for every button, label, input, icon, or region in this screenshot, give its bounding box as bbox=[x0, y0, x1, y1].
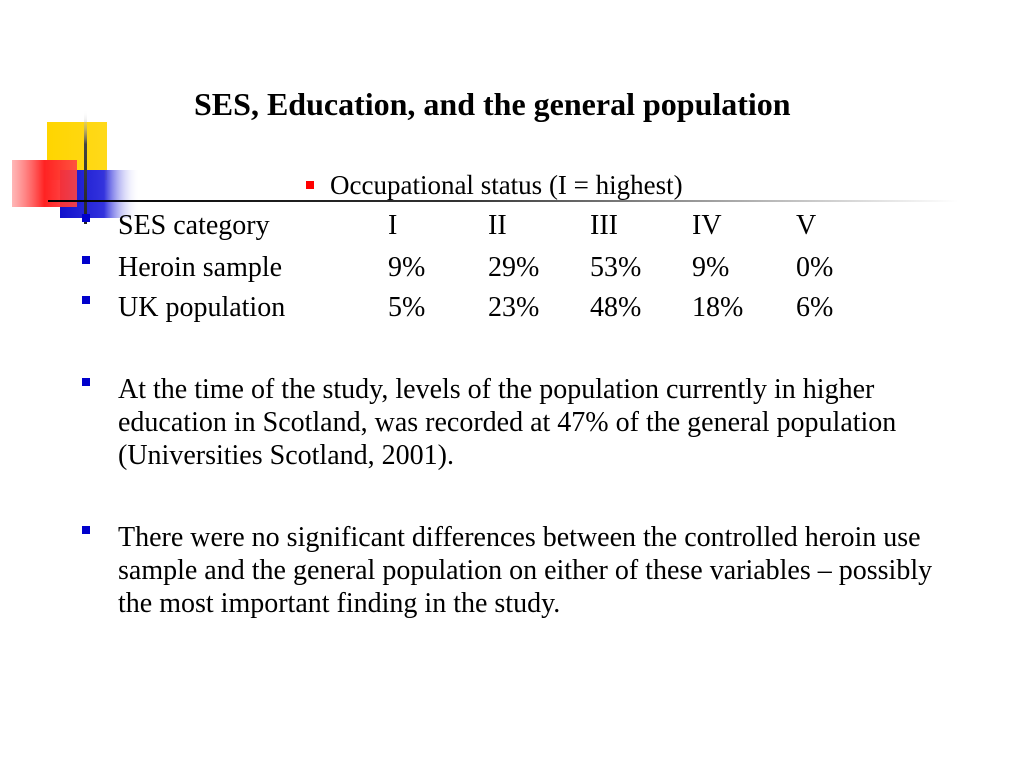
table-cell: 6% bbox=[796, 292, 834, 323]
table-cell: IV bbox=[692, 210, 722, 241]
paragraph-higher-education: At the time of the study, levels of the population currently in higher education in Scotland, was recorded at 47% of the general population (Universities Scotland, 2001). bbox=[118, 374, 897, 471]
paragraph-significance: There were no significant differences between the controlled heroin use sample and the general population on either of these variables – possibly the most important finding in the study. bbox=[118, 522, 933, 619]
row-label: UK population bbox=[118, 292, 286, 323]
table-cell: II bbox=[488, 210, 507, 241]
table-cell: 0% bbox=[796, 252, 834, 283]
deco-vertical-line bbox=[84, 110, 87, 224]
table-cell: 53% bbox=[590, 252, 642, 283]
red-bullet-icon bbox=[306, 181, 314, 189]
slide-title: SES, Education, and the general population bbox=[194, 86, 791, 122]
bullet-icon bbox=[82, 209, 92, 227]
table-cell: 29% bbox=[488, 252, 540, 283]
table-cell: I bbox=[388, 210, 398, 241]
table-cell: V bbox=[796, 210, 817, 241]
table-cell: 23% bbox=[488, 292, 540, 323]
bullet-icon bbox=[82, 373, 92, 391]
bullet-icon bbox=[82, 251, 92, 269]
table-cell: 9% bbox=[388, 252, 426, 283]
table-cell: III bbox=[590, 210, 618, 241]
sub-bullet-text: Occupational status (I = highest) bbox=[330, 170, 683, 200]
table-cell: 9% bbox=[692, 252, 730, 283]
corner-decoration bbox=[0, 0, 200, 240]
row-label: Heroin sample bbox=[118, 252, 283, 283]
row-label: SES category bbox=[118, 210, 270, 241]
table-cell: 18% bbox=[692, 292, 744, 323]
table-cell: 5% bbox=[388, 292, 426, 323]
sub-bullet-occupational-status bbox=[306, 168, 683, 202]
table-cell: 48% bbox=[590, 292, 642, 323]
bullet-icon bbox=[82, 521, 92, 539]
bullet-icon bbox=[82, 291, 92, 309]
